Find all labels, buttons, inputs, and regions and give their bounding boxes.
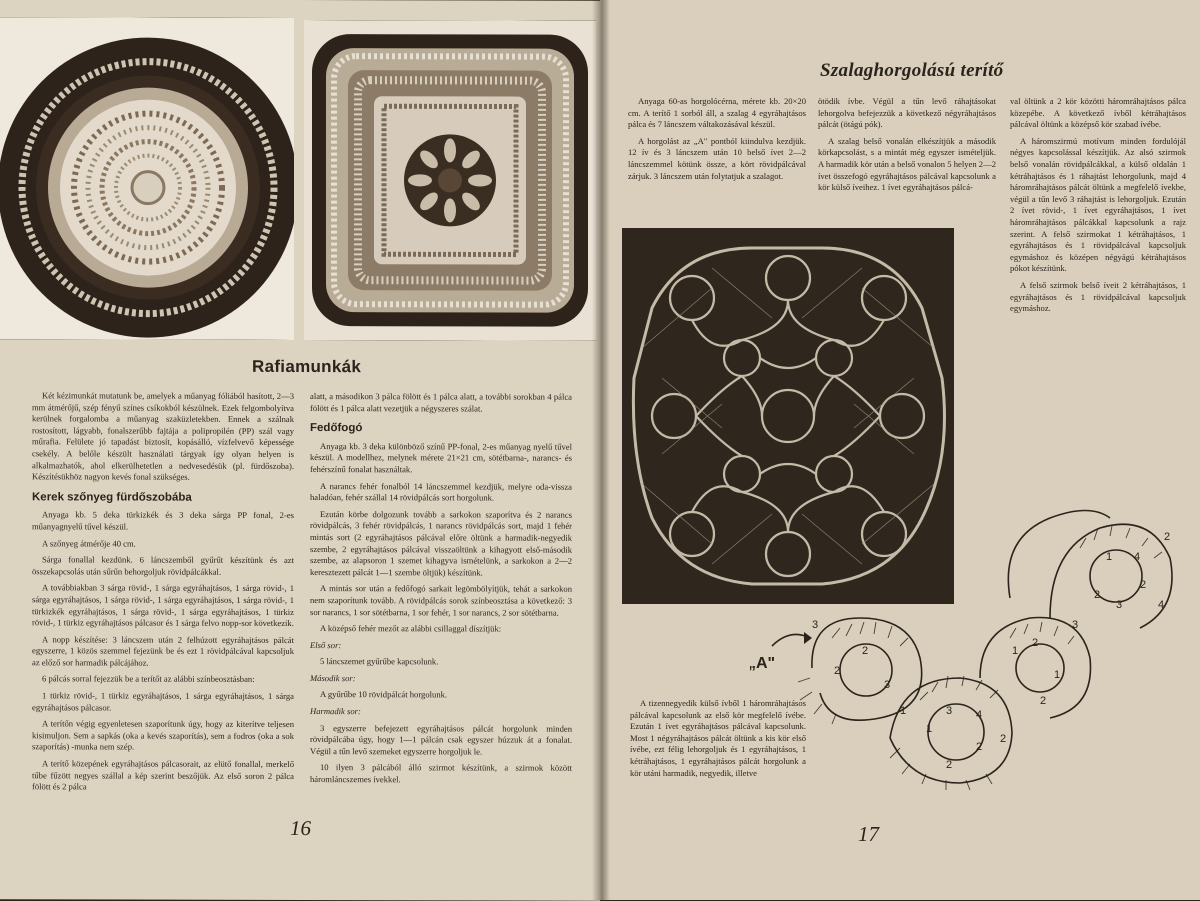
diagram-number: 3 — [1072, 619, 1079, 631]
paragraph: A narancs fehér fonalból 14 láncszemmel kezdjük, melyre oda-vissza haladóan, fehér szállal 14 rövidpálcás sort horgolunk. — [310, 480, 572, 503]
diagram-number: 1 — [1054, 669, 1061, 681]
paragraph: A terítő közepének egyráhajtásos pálcasorait, az elütő fonallal, merkelő tűbe fűzött negyes szállal a kép szerint beszőjük. Az első soron 2 pálca fölött és 2 pálca — [32, 758, 294, 792]
diagram-number: 3 — [884, 679, 891, 691]
paragraph: A mintás sor után a fedőfogó sarkait legömbölyítjük, tehát a sarkokon nem szaporítunk tovább. A rövidpálcás sorok színbeosztása a következő: 3 sor narancs, 1 sor sötétbarna, 1 sor fehér, 1 sor narancs, 2 sor sötétbarna. — [310, 583, 572, 618]
paragraph: 3 egyszerre befejezett egyráhajtásos pálcát horgolunk minden rövidpálcába úgy, hogy 1—1 pálcán csak egyszer húzzuk át a fonalat. Végül a tűn levő szemeket egyszerre horgoljuk le. — [310, 722, 572, 757]
crochet-chart-diagram — [750, 478, 1190, 808]
diagram-number: 4 — [976, 709, 983, 721]
page-title: Szalaghorgolású terítő — [820, 60, 1004, 81]
right-bottom-column — [630, 698, 806, 784]
diagram-number: 4 — [1158, 599, 1165, 611]
diagram-number: 1 — [926, 723, 933, 735]
paragraph: 10 ilyen 3 pálcából álló szirmot készítünk, a szirmok között háromláncszemes ívekkel. — [310, 762, 572, 785]
paragraph: A felső szirmok belső íveit 2 kétráhajtásos, 1 egyráhajtásos és 1 rövidpálcával kapcsoljuk egymáshoz. — [1010, 279, 1186, 314]
right-page — [600, 0, 1200, 900]
paragraph: Anyaga kb. 3 deka különböző színű PP-fonal, 2-es műanyag nyelű tűvel készül. A modellhez, melynek mérete 21×21 cm, sötétbarna-, narancs- és fehérszínű fonalat használtak. — [310, 440, 572, 475]
section-heading: Kerek szőnyeg fürdőszobába — [32, 491, 192, 504]
diagram-number: 2 — [1032, 637, 1039, 649]
paragraph: A szőnyeg átmérője 40 cm. — [42, 537, 136, 549]
right-column-2 — [818, 96, 996, 199]
row-label: Harmadik sor: — [310, 706, 361, 717]
paragraph: A gyűrűbe 10 rövidpálcát horgolunk. — [320, 689, 448, 700]
intro-paragraph: Két kézimunkát mutatunk be, amelyek a műanyag fóliából hasított, 2—3 mm átmérőjű, szép fényű színes csíkokból készülnek. Ezek felgombolyítva kerülnek forgalomba a műanyag szaküzletekben. Ennek a szálnak rostosított, lágyabb, fonalszerűbb fajtája a polipropilén (PP) szál vagy műrafia. Felülete jó tapadást biztosít, kopásálló, vízfelvevő képessége csekély. A belőle készült használati tárgyak így olyan helyen is alkalmazhatók, ahol elkerülhetetlen a nedvesedésük (pl. fürdőszoba). Készítésükhöz nagyon kevés fonal szükséges. — [32, 390, 294, 482]
paragraph: 6 pálcás sorral fejezzük be a terítőt az alábbi színbeosztásban: — [42, 673, 255, 685]
paragraph: Sárga fonallal kezdünk. 6 láncszemből gyűrűt készítünk és azt összekapcsolás után sűrűn behorgoljuk rövidpálcákkal. — [32, 554, 294, 577]
diagram-number: 2 — [1000, 733, 1007, 745]
diagram-number: 3 — [812, 619, 819, 631]
right-column-1 — [628, 96, 806, 187]
section-heading: Fedőfogó — [310, 422, 363, 435]
row-label: Első sor: — [310, 639, 342, 650]
spine-gutter — [592, 0, 610, 900]
diagram-number: 4 — [1134, 551, 1141, 563]
square-lid-grip-photo — [304, 20, 596, 341]
row-label: Második sor: — [310, 672, 356, 684]
paragraph: 5 láncszemet gyűrűbe kapcsolunk. — [320, 656, 439, 667]
paragraph: Anyaga 60-as horgolócérna, mérete kb. 20×20 cm. A terítő 1 sorból áll, a szalag 4 egyráhajtásos pálca és 7 láncszem váltakozásával készül. — [628, 96, 806, 130]
paragraph: A továbbiakban 3 sárga rövid-, 1 sárga egyráhajtásos, 1 sárga rövid-, 1 sárga egyráhajtásos, 1 sárga rövid-, 1 sárga egyráhajtásos, 1 sárga rövid-, 1 türkizkék egyráhajtásos, 1 sárga rövid-, 1 sárga egyráhajtásos, 1 türkiz rövid-, 1 türkiz egyráhajtásos pálcasor és 1 sárga felvo nopp-sor következik. — [32, 582, 294, 629]
diagram-number: 2 — [976, 741, 983, 753]
diagram-number: 2 — [1164, 531, 1171, 543]
left-column-2 — [310, 391, 572, 791]
page-number: 17 — [858, 822, 879, 846]
diagram-number: 2 — [1140, 579, 1147, 591]
paragraph: A középső fehér mezőt az alábbi csillaggal díszítjük: — [320, 623, 502, 634]
diagram-number: 2 — [1094, 589, 1101, 601]
paragraph: 1 türkiz rövid-, 1 türkiz egyráhajtásos, 1 sárga egyráhajtásos, 1 sárga egyráhajtásos pálcasor. — [32, 690, 294, 713]
diagram-number: 2 — [862, 645, 869, 657]
paragraph: A nopp készítése: 3 láncszem után 2 felhúzott egyráhajtásos pálcát egyszerre, 1 közös szemmel fejezünk be és ezt 1 rövidpálcával kapcsoljuk az előző sor harmadik pálcájához. — [32, 634, 294, 668]
paragraph: Ezután körbe dolgozunk tovább a sarkokon szaporítva és 2 narancs rövidpálcás, 3 fehér rövidpálcás, 1 narancs rövidpálcás sort, majd 1 fehér mintás sort (2 egyráhajtásos pálcával előre öltünk a harmadik-negyedik szembe, 2 egyráhajtásos pálcával visszaöltünk a kihagyott első-második szembe, az alapsoron 1 szemet kihagyva ismételünk, a sarkokon a 2—2 keresztezett pálcát 1—1 szembe öltjük) készítünk. — [310, 508, 572, 578]
paragraph: alatt, a másodikon 3 pálca fölött és 1 pálca alatt, a további sorokban 4 pálca fölött és 1 pálca alatt vezetjük a négyszeres szálat. — [310, 391, 572, 414]
diagram-number: 2 — [1040, 695, 1047, 707]
diagram-number: 3 — [1116, 599, 1123, 611]
page-number: 16 — [290, 815, 311, 841]
round-rug-photo — [0, 17, 294, 340]
diagram-number: 1 — [1106, 551, 1113, 563]
diagram-number: 3 — [946, 705, 953, 717]
paragraph: A szalag belső vonalán elkészítjük a második körkapcsolást, s a mintát még egyszer ismételjük. A harmadik kör után a belső vonalon 5 helyen 2—2 ívet összefogó egyráhajtásos pálcával kapcsolunk a kör külső íveihez. 1 ívet egyráhajtásos pálcá- — [818, 135, 996, 193]
diagram-number: 1 — [900, 705, 907, 717]
paragraph: ötödik ívbe. Végül a tűn levő ráhajtásokat lehorgolva befejezzük a következő négyráhajtásos pálcát (ötágú pók). — [818, 96, 996, 130]
paragraph: Anyaga kb. 5 deka türkizkék és 3 deka sárga PP fonal, 2-es műanyagnyelű tűvel készül. — [32, 509, 294, 532]
diagram-number: 1 — [1012, 645, 1019, 657]
left-column-1 — [32, 390, 294, 798]
paragraph: A terítőn végig egyenletesen szaporítunk úgy, hogy az kiterítve teljesen kisimuljon. Sem a sapkás (oka a kevés szaporítás), sem a fodros (oka a sok szaporítás) -munka nem szép. — [32, 718, 294, 753]
paragraph: A háromszirmú motívum minden fordulójál négyes kapcsolással készítjük. Az alsó szirmok belső vonalán rövidpálcákkal, a külső oldalán 1 kétráhajtásos és 1 ráhajtást lehorgolunk, majd 4 háromráhajtásos pálcát öltünk a megfelelő ívekbe, végül a tűn levő 3 ráhajtást is lehorgoljuk. Ezután 2 ívet rövid-, 1 ívet egyráhajtásos, 1 ívet háromráhajtásos pálcákkal kapcsolunk a rajz szerint. A felső szirmokat 1 kétráhajtásos, 1 egyráhajtásos és 1 rövidpálcával kapcsoljuk egymáshoz és középen négyágú kétráhajtásos pókot készítünk. — [1010, 135, 1186, 274]
page-title: Rafiamunkák — [252, 356, 362, 377]
right-column-3 — [1010, 96, 1186, 320]
diagram-start-label: „A" — [750, 655, 776, 672]
paragraph: val öltünk a 2 kör közötti háromráhajtásos pálca közepébe. A következő ívből kétráhajtásos pálcával öltünk a középső kör szabad ívébe. — [1010, 96, 1186, 130]
diagram-number: 2 — [946, 759, 953, 771]
diagram-number: 2 — [834, 665, 841, 677]
paragraph: A tizennegyedik külső ívből 1 háromráhajtásos pálcával kapcsolunk az első kör megfelelő ívébe. Ezután 1 ívet egyráhajtásos pálcával kapcsolunk. Most 1 négyráhajtásos pálcát öltünk a kis kör első ívébe, ezt félig lehorgoljuk és 1 egyráhajtásos, 1 kétráhajtásos, 1 egyráhajtásos pálcát horgolunk a kör utáni harmadik, negyedik, illetve — [630, 698, 806, 778]
paragraph: A horgolást az „A" pontból kiindulva kezdjük. 12 ív és 3 láncszem után 10 belső ívet 2—2 láncszemmel kötünk össze, a kört rövidpálcával zárjuk. 3 láncszem után folytatjuk a szalagot. — [628, 135, 806, 181]
